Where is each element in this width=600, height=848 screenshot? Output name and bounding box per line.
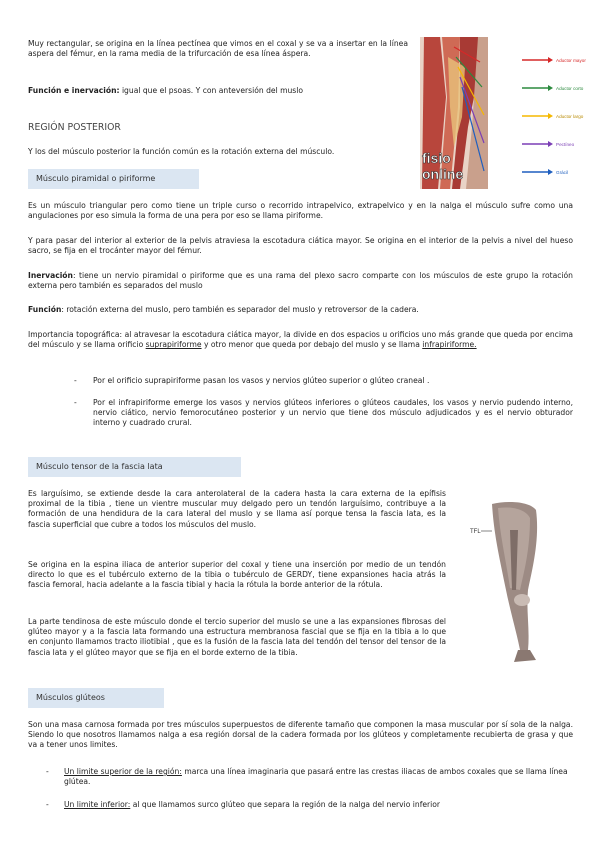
- funcion2-label: Función: [28, 305, 62, 314]
- section-header-gluteos: Músculos glúteos: [28, 688, 164, 708]
- legend-label-3: Aductor largo: [556, 114, 584, 119]
- tensor-paragraph-2: Se origina en la espina iliaca de anterior superior del coxal y tiene una inserción por medio de un tendón directo lo que es el tubérculo externo de la tibia o tubérculo de GERDY, tiene expansiones hacia atrás la fascia femoral, hacia adelante a la fascia tibial y hacia la rótula la borde anterior de la rótula.: [28, 560, 446, 590]
- legend-arrow-4: [522, 141, 575, 147]
- funcion-paragraph: [28, 305, 573, 315]
- legend-label-1: Aductor mayor: [556, 58, 586, 63]
- adductor-muscles-image: [420, 37, 488, 189]
- suprapiriforme-term: suprapiriforme: [145, 340, 202, 350]
- funcion2-text: : rotación externa del muslo, pero también es separador del muslo y retroversor de la cadera.: [61, 305, 419, 314]
- topografia-paragraph: [28, 330, 573, 350]
- section-header-piriforme: Músculo piramidal o piriforme: [28, 169, 199, 189]
- limite-superior-text: marca una línea imaginaria que pasará entre las crestas iliacas de ambos coxales que se llama línea glútea.: [64, 767, 568, 787]
- limite-superior-label: Un limite superior de la región:: [64, 767, 182, 776]
- legend-arrow-5: [522, 169, 568, 175]
- funcion-label: Función e inervación:: [28, 86, 120, 95]
- bullet-mark-3: -: [46, 767, 49, 776]
- tensor-paragraph-3: La parte tendinosa de este músculo donde el tercio superior del muslo se une a las expansiones fibrosas del glúteo mayor y a la fascia lata formando una estructura membranosa fascial que se fija en la tibia a lo que en conjunto llamamos tracto iliotibial , que es la fusión de la fascia lata del tendón del tensor del tensor de la fascia lata y el glúteo mayor que se fija en el borde externo de la tibia.: [28, 617, 446, 657]
- infrapiriforme-term: infrapiriforme.: [422, 340, 477, 350]
- tensor-paragraph-1: Es larguísimo, se extiende desde la cara anterolateral de la cadera hasta la cara externa de la epífisis proximal de la tibia , tiene un vientre muscular muy delgado pero un tendón larguísimo, contribuye a la formación de una hendidura de la cara lateral del muslo y se llama así porque tensa la fascia lata, es la fascia superficial que cubre a todos los músculos del muslo.: [28, 489, 446, 529]
- inervacion-text: : tiene un nervio piramidal o piriforme que es una rama del plexo sacro comparte con los músculos de este grupo la rotación externa pero también es separados del muslo: [28, 271, 573, 291]
- limite-inferior-text: al que llamamos surco glúteo que separa la región de la nalga del nervio inferior: [130, 800, 441, 809]
- tfl-label: TFL: [470, 529, 481, 535]
- bullet-mark-1: -: [74, 376, 77, 385]
- region-posterior-text: Y los del músculo posterior la función común es la rotación externa del músculo.: [28, 147, 335, 156]
- watermark-online: online: [422, 166, 464, 182]
- bullet-mark-2: -: [74, 398, 77, 407]
- limite-inferior-label: Un limite inferior:: [64, 800, 131, 809]
- legend-arrow-2: [522, 85, 584, 91]
- inervacion-paragraph: [28, 271, 573, 291]
- piriforme-paragraph-2: Y para pasar del interior al exterior de la pelvis atraviesa la escotadura ciática mayor. Se origina en el interior de la pelvis a nivel del hueso sacro, se fija en el trocánter mayor del fémur.: [28, 236, 573, 256]
- intro-paragraph: Muy rectangular, se origina en la línea pectínea que vimos en el coxal y se va a insertar en la línea aspera del fémur, en la rama media de la trifurcación de esa línea áspera.: [28, 39, 408, 59]
- section-header-tensor-fascia-lata: Músculo tensor de la fascia lata: [28, 457, 241, 477]
- funcion-inervacion-paragraph: [28, 86, 408, 96]
- region-posterior-title: REGIÓN POSTERIOR: [28, 122, 121, 133]
- muscle-legend: [520, 54, 596, 182]
- bullet-mark-4: -: [46, 800, 49, 809]
- bullet-limite-inferior: [64, 800, 574, 810]
- piriforme-paragraph-1: Es un músculo triangular pero como tiene un triple curso o recorrido intrapelvico, extrapelvico y en la nalga el músculo sufre como una angulaciones por eso simula la forma de una pera por eso se llama piriforme.: [28, 201, 573, 221]
- watermark-fisio: fisio: [422, 150, 451, 166]
- topografia-text-b: y otro menor que queda por debajo del muslo y se llama: [201, 340, 423, 350]
- legend-label-5: Grácil: [556, 170, 568, 175]
- funcion-text: igual que el psoas. Y con anteversión del muslo: [119, 86, 304, 95]
- bullet-limite-superior: [64, 767, 574, 787]
- gluteos-paragraph: Son una masa carnosa formada por tres músculos superpuestos de diferente tamaño que componen la masa muscular por sí sola de la nalga. Siendo lo que nosotros llamamos nalga a esa región dorsal de la cadera formada por los glúteos y completamente recubierta de grasa y que va a tener unos limites.: [28, 720, 573, 750]
- bullet-infrapiriforme: Por el infrapiriforme emerge los vasos y nervios glúteos inferiores o glúteos caudales, los vasos y nervio pudendo interno, nervio ciático, nervio femorocutáneo posterior y un nervio que tiene dos músculo adjudicados y es el nervio obturador interno y cuadrado crural.: [93, 398, 573, 428]
- legend-arrow-3: [522, 113, 584, 119]
- legend-label-2: Aductor corto: [556, 86, 584, 91]
- bullet-suprapiriforme: Por el orificio suprapiriforme pasan los vasos y nervios glúteo superior o glúteo craneal .: [93, 376, 430, 385]
- legend-arrow-1: [522, 57, 586, 63]
- legend-label-4: Pectíneo: [556, 142, 575, 147]
- topografia-text-a: Importancia topográfica: al atravesar la escotadura ciática mayor, la divide en dos espacios u orificios uno más grande que queda por encima del músculo y se llama orificio: [28, 330, 573, 350]
- inervacion-label: Inervación: [28, 271, 73, 280]
- leg-muscles-image: [470, 500, 570, 670]
